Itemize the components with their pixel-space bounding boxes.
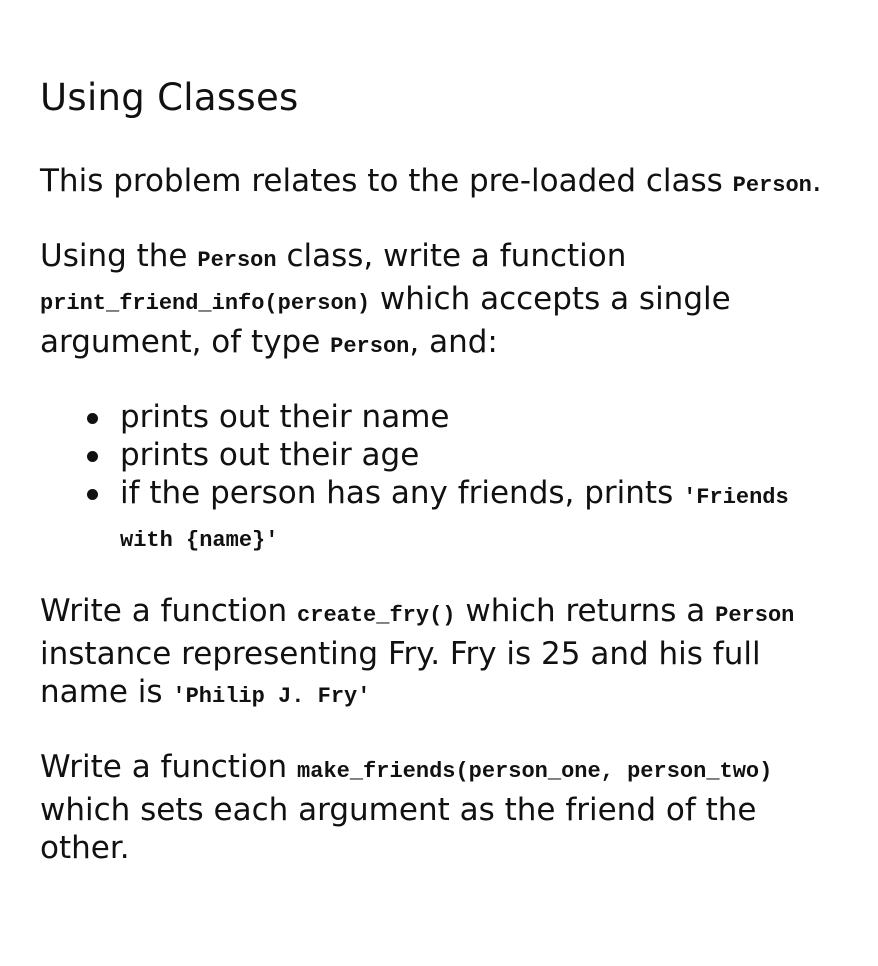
- task3-text-b: which sets each argument as the friend of the other.: [40, 792, 757, 866]
- list-item-text: prints out their name: [120, 399, 450, 435]
- page-title: Using Classes: [40, 76, 299, 119]
- list-item: [120, 474, 828, 560]
- friends-format-code: 'Friends with {name}': [120, 485, 789, 553]
- task-print-friend-info: [40, 237, 828, 366]
- task3-function-code: make_friends(person_one, person_two): [297, 759, 773, 784]
- list-item-text: if the person has any friends, prints: [120, 475, 684, 511]
- requirements-list: [40, 398, 828, 560]
- task1-class-code: Person: [197, 248, 277, 273]
- intro-period: .: [811, 163, 822, 199]
- intro-text: This problem relates to the pre-loaded class: [40, 163, 733, 199]
- task3-text-a: Write a function: [40, 749, 298, 785]
- task-create-fry: [40, 592, 828, 716]
- task1-type-code: Person: [330, 334, 410, 359]
- task2-text-b: which returns a: [455, 593, 716, 629]
- task2-class-code: Person: [715, 603, 795, 628]
- list-item: [120, 436, 828, 474]
- list-item: [120, 398, 828, 436]
- task2-name-code: 'Philip J. Fry': [172, 684, 371, 709]
- task1-text-a: Using the: [40, 238, 198, 274]
- task-make-friends: [40, 748, 828, 867]
- list-item-text: prints out their age: [120, 437, 420, 473]
- task2-text-c: instance representing Fry. Fry is 25 and his full name is: [40, 636, 761, 710]
- task1-function-code: print_friend_info(person): [40, 291, 371, 316]
- intro-paragraph: [40, 162, 828, 205]
- class-name-code: Person: [732, 173, 812, 198]
- task2-function-code: create_fry(): [297, 603, 456, 628]
- task2-text-a: Write a function: [40, 593, 298, 629]
- task1-text-d: , and:: [409, 324, 498, 360]
- task1-text-b: class, write a function: [276, 238, 627, 274]
- task1-text-c: which accepts a single argument, of type: [40, 281, 731, 360]
